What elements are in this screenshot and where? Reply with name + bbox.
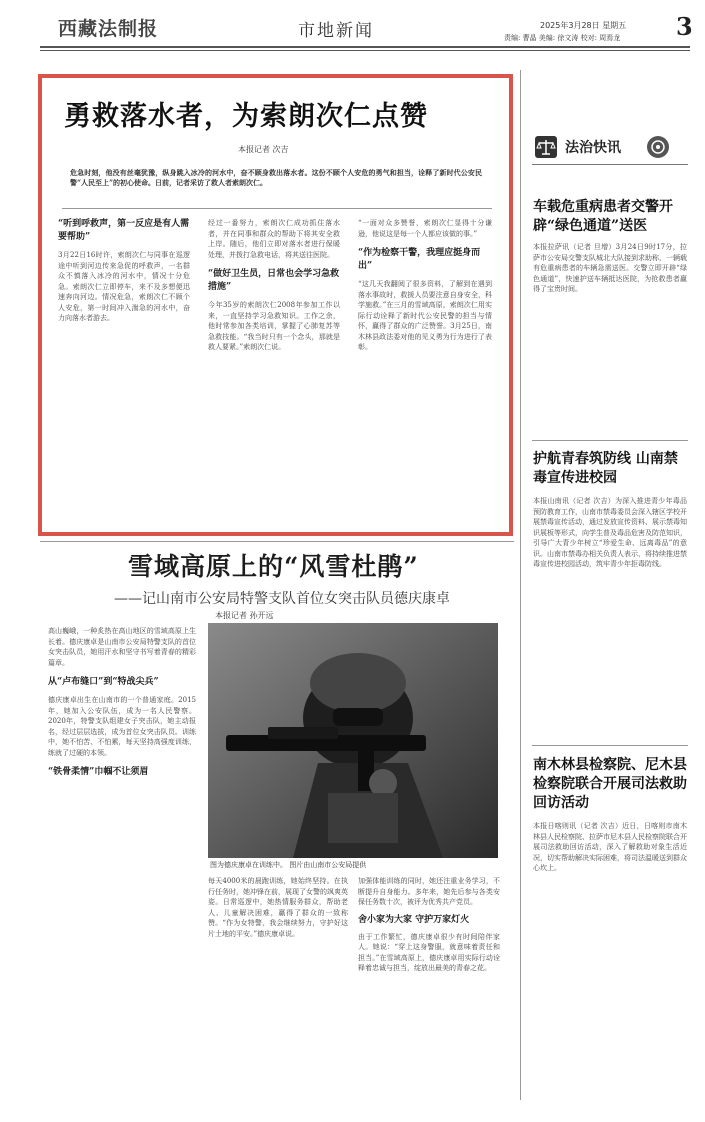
lower-subhead-3: 舍小家为大家 守护万家灯火 (358, 914, 470, 925)
lower-byline: 本报记者 孙开远 (215, 611, 274, 620)
masthead-rule (40, 46, 690, 48)
featured-subhead-3: “作为检察干警，我理应挺身而出” (358, 248, 481, 271)
featured-column-1 (58, 218, 190, 518)
legal-brief-title: 法治快讯 (565, 140, 621, 156)
featured-subhead-2: “做好卫生员，日常也会学习急救措施” (208, 269, 340, 292)
lower-column-1 (48, 626, 196, 1106)
editor-credits: 责编: 曹晶 美编: 徐文涛 校对: 周焉龙 (504, 34, 621, 42)
featured-column-2 (208, 218, 340, 518)
lower-subhead-1: 从“卢布缝口”到“特战尖兵” (48, 677, 159, 687)
brief-item-2-headline: 护航青春筑防线 山南禁毒宣传进校园 (533, 451, 678, 486)
featured-subhead-1: “听到呼救声，第一反应是有人需要帮助” (58, 219, 190, 242)
lower-headline: 雪域高原上的“风雪杜鹃” (128, 552, 419, 581)
featured-col2-text-b: 今年35岁的索朗次仁2008年参加工作以来，一直坚持学习急救知识。工作之余，他时常参加各类培训，掌握了心肺复苏等急救技能。“我当时只有一个念头，那就是救人要紧。”索朗次仁说。 (208, 301, 340, 351)
lower-subheadline: ——记山南市公安局特警支队首位女突击队员德庆康卓 (114, 591, 450, 607)
featured-col2-text: 经过一番努力，索朗次仁成功抓住落水者，并在同事和群众的帮助下将其安全救上岸。随后，他们立即对落水者进行保暖处理，并拨打急救电话，将其送往医院。 (208, 219, 340, 259)
lower-col2-text: 每天4000米的晨跑训练，她始终坚持。在执行任务时，她冲锋在前，展现了女警的飒爽英姿。日常巡逻中，她热情服务群众，帮助老人、儿童解决困难，赢得了群众的一致称赞。“作为女特警，我会继续努力，守护好这片土地的平安。”德庆康卓说。 (208, 877, 348, 938)
masthead-rule-thin (40, 50, 690, 51)
officer-photo (208, 623, 498, 858)
brief-item-3 (533, 756, 687, 1096)
brief-rule (532, 164, 688, 165)
lower-col3-text: 加强体能训练的同时，她还注重业务学习，不断提升自身能力。多年来，她先后参与各类安保任务数十次，被评为优秀共产党员。 (358, 877, 500, 906)
brief-divider-2 (532, 745, 688, 746)
column-divider (520, 70, 521, 1100)
lower-col1-text-b: 德庆康卓出生在山南市的一个普通家庭。2015年，她加入公安队伍，成为一名人民警察。2020年，特警支队组建女子突击队，她主动报名，经过层层选拔，成为首位女突击队员。训练中，她不怕苦、不怕累，每天坚持高强度训练，练就了过硬的本领。 (48, 696, 196, 757)
masthead (0, 0, 705, 60)
legal-brief-banner (535, 134, 685, 160)
lower-col1-text: 高山巍峨，一种炙热在高山地区的雪域高原上生长着。德庆康卓是山南市公安局特警支队的首位女突击队员，她用汗水和坚守书写着青春的精彩篇章。 (48, 627, 196, 667)
lower-subhead-2: “铁骨柔情”巾帼不让须眉 (48, 767, 149, 777)
issue-date: 2025年3月28日 星期五 (540, 21, 627, 30)
paper-name: 西藏法制报 (58, 18, 159, 40)
lower-col3-text-b: 由于工作繁忙，德庆康卓很少有时间陪伴家人。她说：“穿上这身警服，就意味着责任和担当。”在雪域高原上，德庆康卓用实际行动诠释着忠诚与担当，绽放出最美的青春之花。 (358, 932, 500, 972)
page-number: 3 (676, 12, 693, 41)
brief-item-2-text: 本报山南讯（记者 次吉）为深入推进青少年毒品预防教育工作，山南市禁毒委员会深入辖区学校开展禁毒宣传活动，通过发放宣传资料、展示禁毒知识展板等形式，向学生普及毒品危害及防范知识，引导广大青少年树立“珍爱生命、远离毒品”的意识。山南市禁毒办相关负责人表示，将持续推进禁毒宣传进校园活动，筑牢青少年拒毒防线。 (533, 497, 687, 568)
brief-item-1-headline: 车载危重病患者交警开辟“绿色通道”送医 (533, 199, 673, 234)
brief-item-2 (533, 450, 687, 730)
section-title: 市地新闻 (298, 21, 374, 41)
brief-item-3-text: 本报日喀则讯（记者 次吉）近日，日喀则市南木林县人民检察院、拉萨市尼木县人民检察院联合开展司法救助回访活动，深入了解救助对象生活近况，切实帮助解决实际困难，将司法温暖送到群众心坎上。 (533, 822, 687, 872)
featured-intro: 危急时刻，他没有丝毫犹豫，纵身跳入冰冷的河水中，奋不顾身救出落水者。这份不顾个人安危的勇气和担当，诠释了新时代公安民警“人民至上”的初心使命。日前，记者采访了救人者索朗次仁。 (70, 168, 482, 187)
brief-item-1-text: 本报拉萨讯（记者 旦增）3月24日9时17分，拉萨市公安局交警支队城北大队接到求助称，一辆载有危重病患者的车辆急需送医。交警立即开辟“绿色通道”，快速护送车辆抵达医院，为抢救患者赢得了宝贵时间。 (533, 243, 687, 293)
featured-byline: 本报记者 次吉 (238, 145, 289, 154)
featured-col3-text: “一面对众多赞誉，索朗次仁显得十分谦逊，他说这是每一个人都应该做的事。” (358, 219, 492, 238)
featured-column-3 (358, 218, 492, 518)
scales-icon (535, 136, 557, 158)
intro-divider (62, 208, 492, 209)
photo-caption: 图为德庆康卓在训练中。 图片由山南市公安局提供 (210, 861, 367, 869)
badge-icon (647, 136, 669, 158)
featured-col1-text: 3月22日16时许，索朗次仁与同事在巡逻途中听到河边传来急促的呼救声，一名群众不慎落入冰冷的河水中，情况十分危急。索朗次仁立即停车，来不及多想便迅速奔向河边。情况危急，索朗次仁不顾个人安危，第一时间冲入湍急的河水中，奋力向落水者游去。 (58, 251, 190, 322)
lower-column-3 (358, 876, 500, 1106)
featured-headline: 勇救落水者，为索朗次仁点赞 (64, 101, 428, 132)
lower-column-2 (208, 876, 348, 1106)
brief-item-3-headline: 南木林县检察院、尼木县检察院联合开展司法救助回访活动 (533, 757, 687, 811)
brief-divider-1 (532, 440, 688, 441)
featured-col3-text-b: “这几天我翻阅了很多资料，了解到在遇到落水事故时，救援人员要注意自身安全，科学施救。”在三月的雪域高原，索朗次仁用实际行动诠释了新时代公安民警的担当与情怀，赢得了群众的广泛赞誉。3月25日，南木林县政法委对他的见义勇为行为进行了表彰。 (358, 280, 492, 351)
brief-item-1 (533, 198, 687, 428)
featured-article (38, 74, 513, 536)
lower-top-rule (40, 541, 514, 542)
